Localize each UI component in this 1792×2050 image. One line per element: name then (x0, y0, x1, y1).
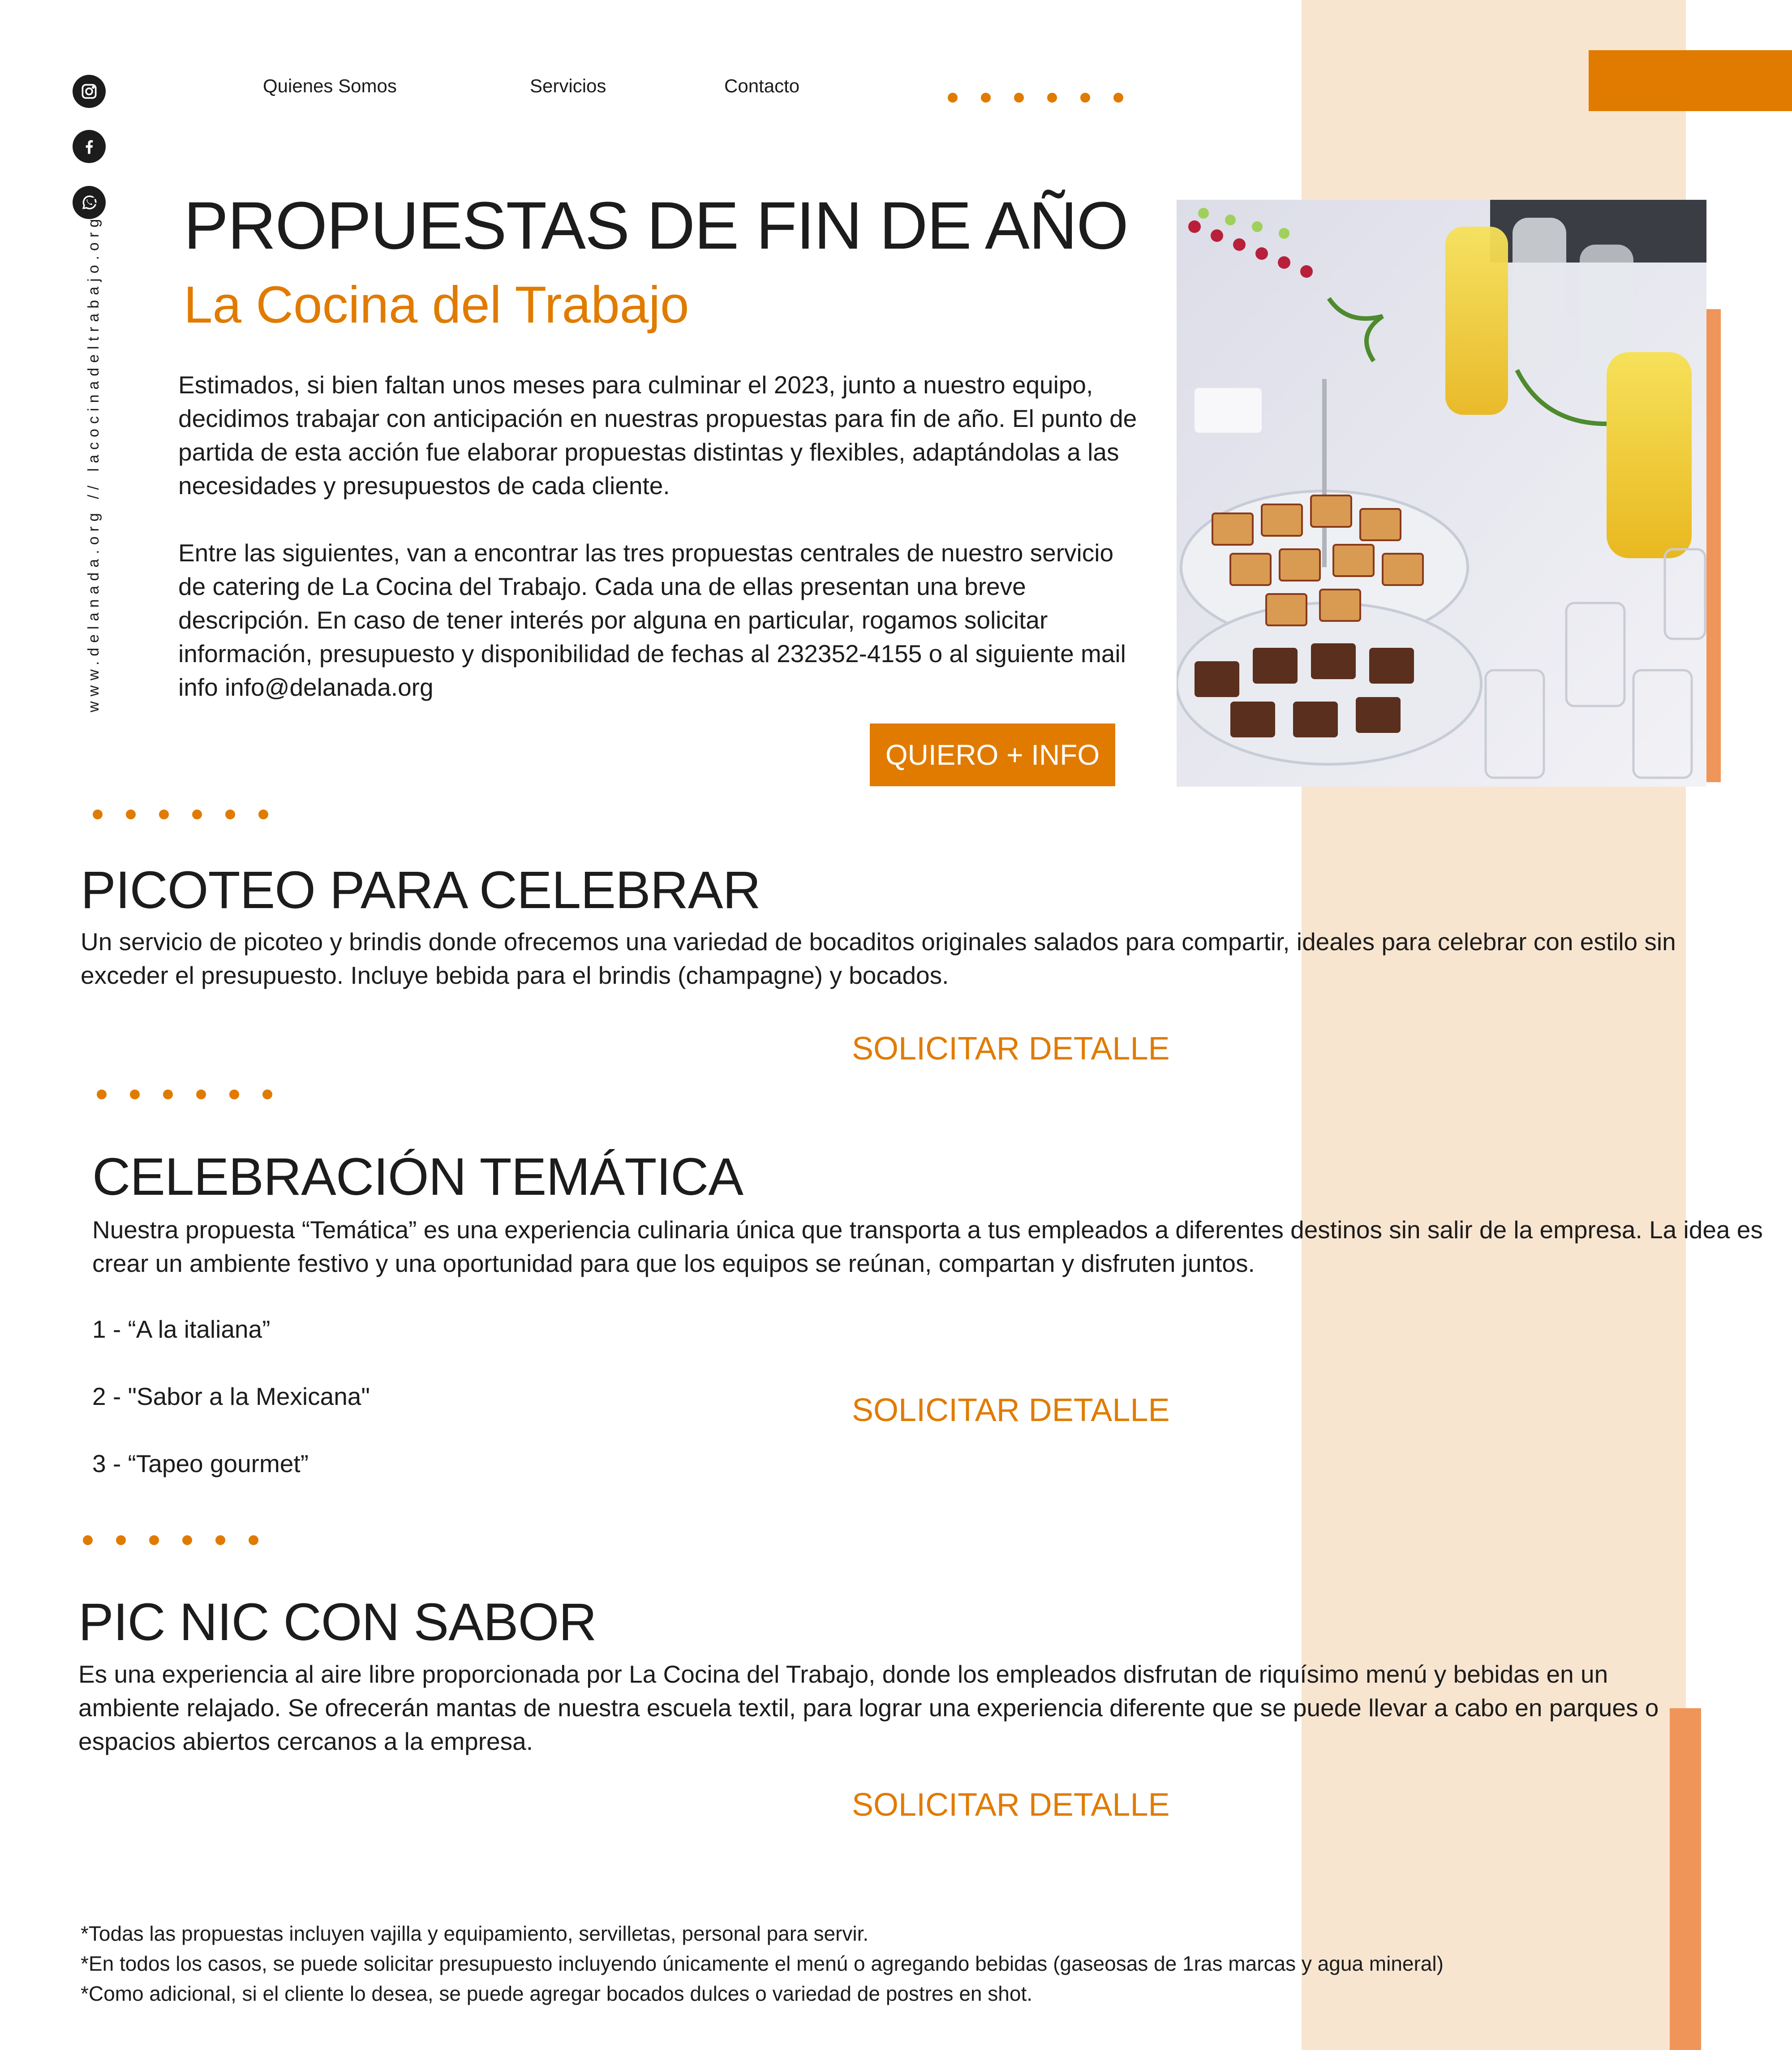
orange-accent-bar-bottom (1670, 1708, 1701, 2050)
footnote-line: *En todos los casos, se puede solicitar presupuesto incluyendo únicamente el menú o agregando bebidas (gaseosas de 1ras marcas y agua mineral) (81, 1952, 1444, 1975)
decorative-dots (83, 1535, 258, 1545)
footnote-line: *Como adicional, si el cliente lo desea, se puede agregar bocados dulces o variedad de postres en shot. (81, 1982, 1033, 2005)
solicitar-detalle-link-picoteo[interactable]: SOLICITAR DETALLE (852, 1031, 1170, 1067)
decorative-dots (97, 1090, 272, 1099)
nav-link-quienes-somos[interactable]: Quienes Somos (263, 75, 397, 96)
section-title-tematica: CELEBRACIÓN TEMÁTICA (92, 1147, 743, 1206)
section-title-picoteo: PICOTEO PARA CELEBRAR (81, 861, 761, 920)
orange-accent-block (1589, 50, 1792, 111)
theme-option: 3 - “Tapeo gourmet” (92, 1450, 309, 1477)
nav-link-contacto[interactable]: Contacto (724, 75, 800, 96)
decorative-dots (93, 810, 268, 819)
section-description-tematica: Nuestra propuesta “Temática” es una experiencia culinaria única que transporta a tus empleados a diferentes destinos sin salir de la empresa. La idea es crear un ambiente festivo y una oportunidad para que los equipos se reúnan, compartan y disfruten juntos. (92, 1216, 1763, 1277)
footnote-line: *Todas las propuestas incluyen vajilla y equipamiento, servilletas, personal para servir. (81, 1922, 869, 1945)
intro-text (178, 368, 1146, 738)
section-description-picnic: Es una experiencia al aire libre proporcionada por La Cocina del Trabajo, donde los empleados disfrutan de riquísimo menú y bebidas en un ambiente relajado. Se ofrecerán mantas de nuestra escuela textil, para lograr una experiencia diferente que se puede llevar a cabo en parques o espacios abiertos cercanos a la empresa. (78, 1660, 1659, 1755)
instagram-icon[interactable] (73, 75, 106, 108)
page-subtitle: La Cocina del Trabajo (184, 276, 689, 334)
quiero-info-button[interactable]: QUIERO + INFO (870, 724, 1115, 786)
facebook-icon[interactable] (73, 130, 106, 163)
page-title: PROPUESTAS DE FIN DE AÑO (184, 188, 1128, 263)
catering-photo (1177, 200, 1706, 787)
section-description-picoteo: Un servicio de picoteo y brindis donde ofrecemos una variedad de bocaditos originales salados para compartir, ideales para celebrar con estilo sin exceder el presupuesto. Incluye bebida para el brindis (champagne) y bocados. (81, 928, 1676, 989)
nav-link-servicios[interactable]: Servicios (530, 75, 606, 96)
decorative-dots (948, 93, 1123, 103)
footnotes (81, 1919, 1444, 2009)
vertical-website-text: www.delanada.org // lacocinadeltrabajo.org.ar (85, 181, 102, 712)
theme-option: 1 - “A la italiana” (92, 1315, 271, 1343)
intro-paragraph: Estimados, si bien faltan unos meses para culminar el 2023, junto a nuestro equipo, decidimos trabajar con anticipación en nuestras propuestas para fin de año. El punto de partida de esta acción fue elaborar propuestas distintas y flexibles, adaptándolas a las necesidades y presupuestos de cada cliente. (178, 371, 1137, 500)
section-title-picnic: PIC NIC CON SABOR (78, 1593, 597, 1652)
solicitar-detalle-link-tematica[interactable]: SOLICITAR DETALLE (852, 1392, 1170, 1428)
intro-paragraph: Entre las siguientes, van a encontrar las tres propuestas centrales de nuestro servicio de catering de La Cocina del Trabajo. Cada una de ellas presentan una breve descripción. En caso de tener interés por alguna en particular, rogamos solicitar información, presupuesto y disponibilidad de fechas al 232352-4155 o al siguiente mail info info@delanada.org (178, 539, 1126, 701)
solicitar-detalle-link-picnic[interactable]: SOLICITAR DETALLE (852, 1787, 1170, 1823)
theme-option: 2 - "Sabor a la Mexicana" (92, 1382, 370, 1410)
